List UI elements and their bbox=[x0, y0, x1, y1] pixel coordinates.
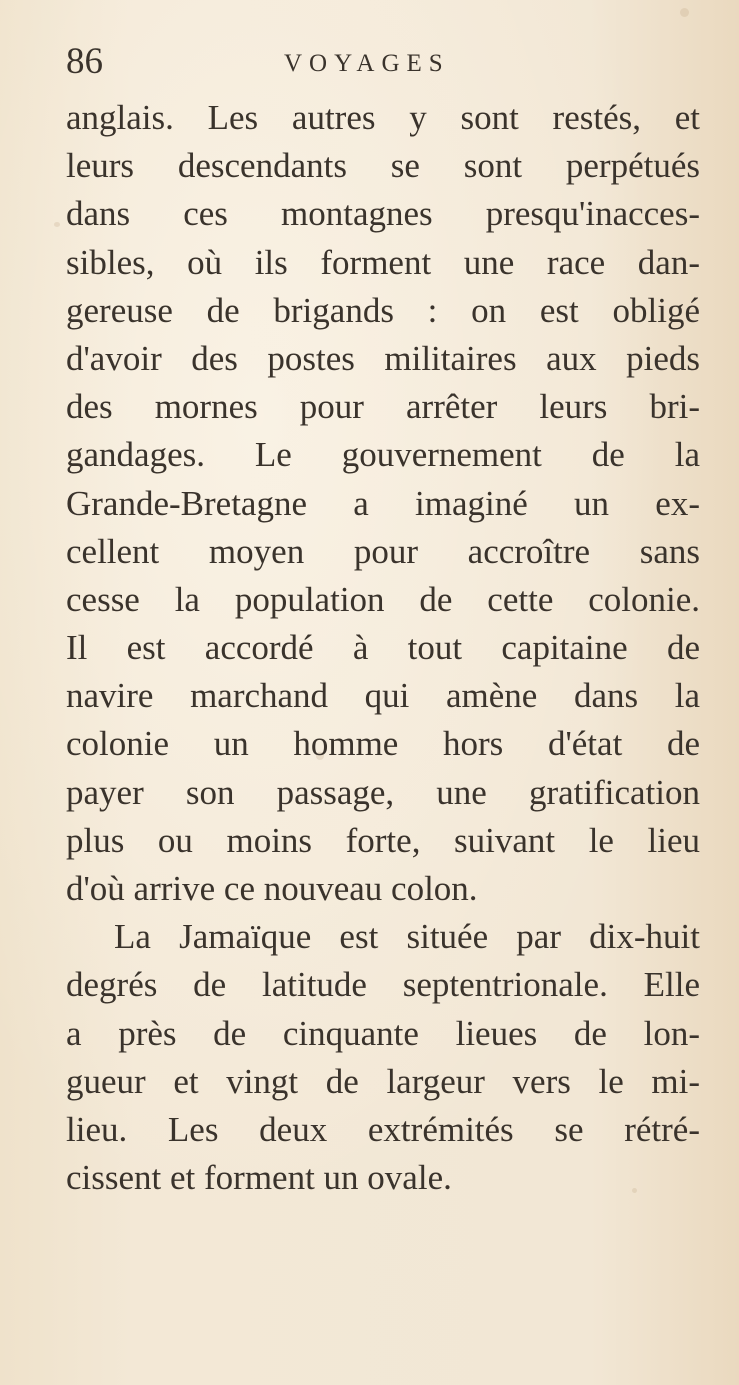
text-line: lieu. Les deux extrémités se rétré- bbox=[66, 1109, 700, 1149]
foxing-spot bbox=[54, 222, 60, 227]
text-line: Grande-Bretagne a imaginé un ex- bbox=[66, 483, 700, 523]
text-line: degrés de latitude septentrionale. Elle bbox=[66, 965, 700, 1005]
running-head bbox=[66, 40, 706, 92]
text-line: a près de cinquante lieues de lon- bbox=[66, 1013, 700, 1053]
text-line: navire marchand qui amène dans la bbox=[66, 676, 700, 716]
text-line: d'où arrive ce nouveau colon. bbox=[66, 869, 478, 908]
text-line: gueur et vingt de largeur vers le mi- bbox=[66, 1061, 700, 1101]
text-line: cesse la population de cette colonie. bbox=[66, 579, 700, 619]
running-title: VOYAGES bbox=[284, 50, 450, 77]
text-line: La Jamaïque est située par dix-huit bbox=[114, 917, 700, 957]
foxing-spot bbox=[680, 8, 689, 17]
text-line: des mornes pour arrêter leurs bri- bbox=[66, 387, 700, 427]
text-line: plus ou moins forte, suivant le lieu bbox=[66, 820, 700, 860]
text-line: gandages. Le gouvernement de la bbox=[66, 435, 700, 475]
text-line: sibles, où ils forment une race dan- bbox=[66, 242, 700, 282]
text-line: anglais. Les autres y sont restés, et bbox=[66, 98, 700, 137]
text-line: colonie un homme hors d'état de bbox=[66, 724, 700, 764]
text-line: Il est accordé à tout capitaine de bbox=[66, 628, 700, 668]
text-line: cellent moyen pour accroître sans bbox=[66, 531, 700, 571]
body-text bbox=[66, 94, 700, 1202]
text-line: gereuse de brigands : on est obligé bbox=[66, 290, 700, 330]
page-number: 86 bbox=[66, 41, 103, 82]
text-line: d'avoir des postes militaires aux pieds bbox=[66, 338, 700, 378]
text-line: cissent et forment un ovale. bbox=[66, 1158, 452, 1198]
text-line: dans ces montagnes presqu'inacces- bbox=[66, 194, 700, 234]
text-line: leurs descendants se sont perpétués bbox=[66, 146, 700, 186]
text-line: payer son passage, une gratification bbox=[66, 772, 700, 812]
